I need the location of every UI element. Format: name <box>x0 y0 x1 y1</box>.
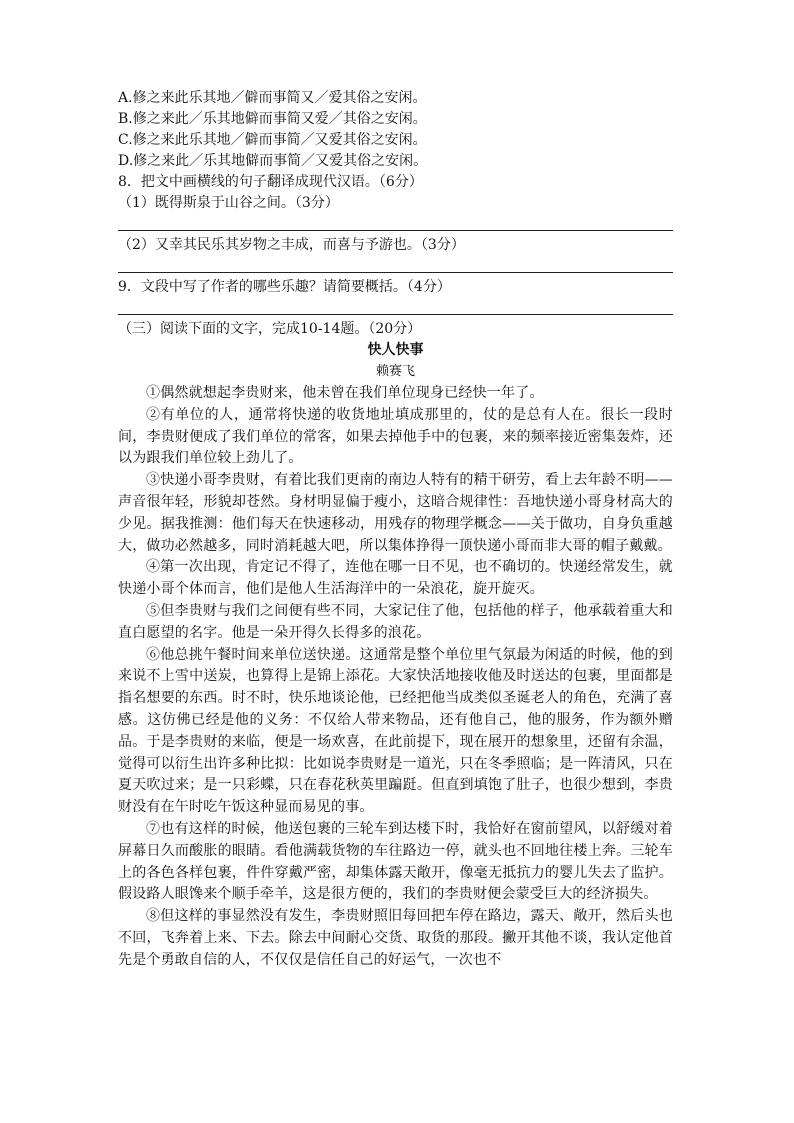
question-8-sub2: （2）又幸其民乐其岁物之丰成，而喜与予游也。（3分） <box>118 237 465 253</box>
article-author: 赖赛飞 <box>375 364 415 379</box>
answer-line-8-1[interactable] <box>118 214 673 231</box>
paragraph-1: ①偶然就想起李贵财来，他未曾在我们单位现身已经快一年了。 <box>146 385 544 401</box>
option-d: D.修之来此／乐其地僻而事简／又爱其俗之安闲。 <box>118 153 428 169</box>
section-3-intro: （三）阅读下面的文字，完成10-14题。（20分） <box>118 321 422 337</box>
paragraph-7: ⑦也有这样的时候，他送包裹的三轮车到达楼下时，我恰好在窗前望风，以舒缓对着屏幕日久而酸胀的眼睛。看他满载货物的车往路边一停，就头也不回地往楼上奔。三轮车上的各色各样包裹，件件穿戴严密，却集体露天敞开，像毫无抵抗力的婴儿失去了监护。假设路人眼馋来个顺手牵羊，这是很方便的，我们的李贵财便会蒙受巨大的经济损失。 <box>118 820 673 903</box>
option-a: A.修之来此乐其地／僻而事简又／爱其俗之安闲。 <box>118 90 427 106</box>
question-8-sub1: （1）既得斯泉于山谷之间。（3分） <box>118 195 339 211</box>
paragraph-3: ③快递小哥李贵财，有着比我们更南的南边人特有的精干研劳，看上去年龄不明——声音很年轻，形貌却苍然。身材明显偏于瘦小，这暗合规律性：吾地快递小哥身材高大的少见。据我推测：他们每天在快速移动，用残存的物理学概念——关于做功，自身负重越大，做功必然越多，同时消耗越大吧，所以集体挣得一顶快递小哥而非大哥的帽子戴戴。 <box>118 472 673 554</box>
paragraph-2: ②有单位的人，通常将快递的收货地址填成那里的，仗的是总有人在。很长一段时间，李贵财便成了我们单位的常客，如果去掉他手中的包裹，来的频率接近密集轰炸，还以为跟我们单位较上劲儿了。 <box>118 406 673 467</box>
section-3 <box>118 319 673 972</box>
question-9-prompt: 9．文段中写了作者的哪些乐趣？请简要概括。（4分） <box>118 279 451 295</box>
article-title: 快人快事 <box>367 342 424 358</box>
exam-page <box>118 88 673 972</box>
paragraph-5: ⑤但李贵财与我们之间便有些不同，大家记住了他，包括他的样子，他承载着重大和直白愿望的名字。他是一朵开得久长得多的浪花。 <box>118 602 673 641</box>
question-9 <box>118 277 673 315</box>
question-8 <box>118 172 673 273</box>
paragraph-4: ④第一次出现，肯定记不得了，连他在哪一日不见，也不确切的。快递经常发生，就快递小哥个体而言，他们是他人生活海洋中的一朵浪花，旋开旋灭。 <box>118 559 673 598</box>
option-c: C.修之来此乐其地／僻而事简／又爱其俗之安闲。 <box>118 132 427 148</box>
paragraph-8: ⑧但这样的事显然没有发生，李贵财照旧每回把车停在路边，露天、敞开，然后头也不回，飞奔着上来、下去。除去中间耐心交货、取货的那段。撇开其他不谈，我认定他首先是个勇敢自信的人，不仅仅是信任自己的好运气，一次也不 <box>118 908 673 968</box>
answer-line-9[interactable] <box>118 298 673 315</box>
option-b: B.修之来此／乐其地僻而事简又爱／其俗之安闲。 <box>118 111 427 127</box>
answer-line-8-2[interactable] <box>118 256 673 273</box>
paragraph-6: ⑥他总挑午餐时间来单位送快递。这通常是整个单位里气氛最为闲适的时候，他的到来说不上雪中送炭，也算得上是锦上添花。大家快活地接收他及时送达的包裹，里面都是指名想要的东西。时不时，快乐地谈论他，已经把他当成类似圣诞老人的角色，充满了喜感。这仿佛已经是他的义务：不仅给人带来物品，还有他自己，他的服务，作为额外赠品。于是李贵财的来临，便是一场欢喜，在此前提下，现在展开的想象里，还留有余温，觉得可以衍生出许多种比拟：比如说李贵财是一道光，只在冬季照临；是一阵清风，只在夏天吹过来；是一只彩蝶，只在春花秋英里蹁跹。但直到填饱了肚子，也很少想到，李贵财没有在午时吃午饭这种显而易见的事。 <box>118 646 673 816</box>
options-list <box>118 88 673 172</box>
question-8-prompt: 8．把文中画横线的句子翻译成现代汉语。（6分） <box>118 174 423 190</box>
